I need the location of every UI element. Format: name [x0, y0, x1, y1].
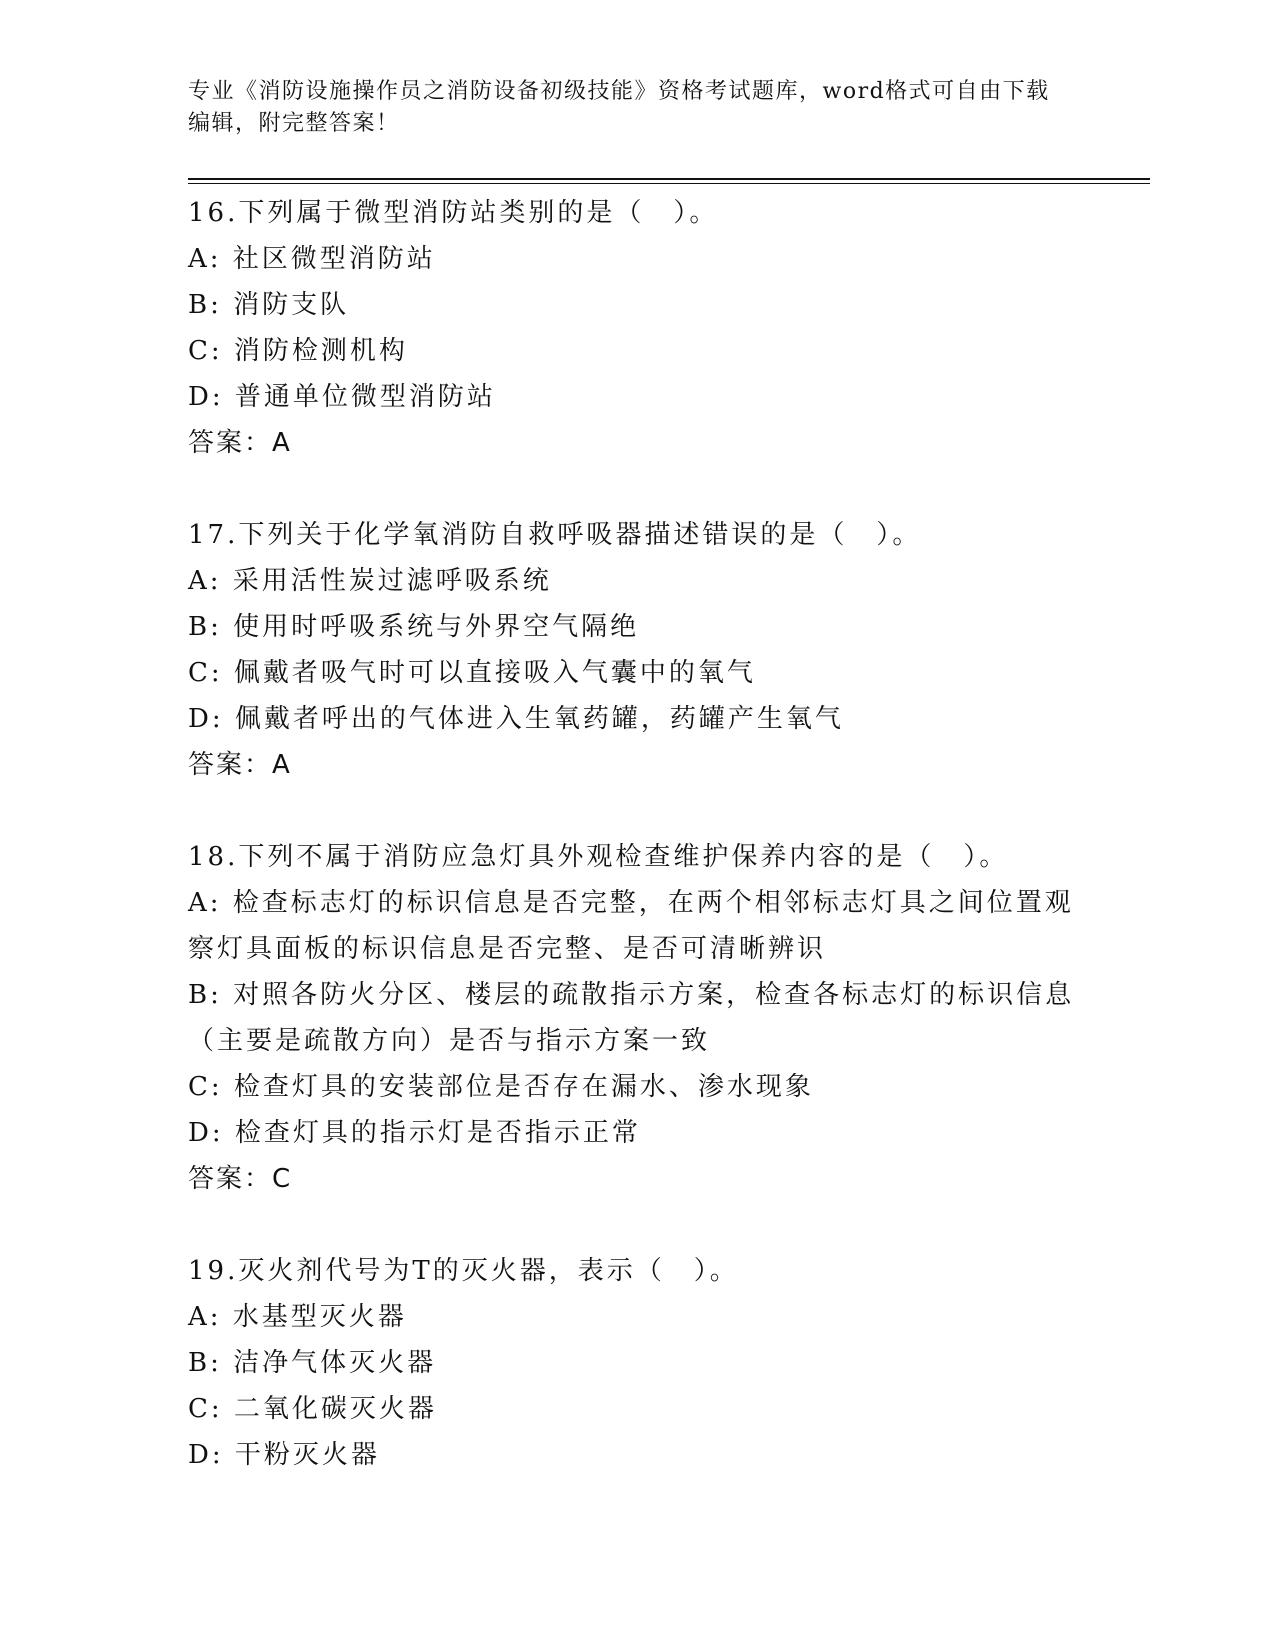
question-18	[188, 834, 1088, 1202]
option-d: D: 普通单位微型消防站	[188, 382, 496, 412]
question-stem: 19.灭火剂代号为T的灭火器，表示（ ）。	[188, 1256, 739, 1286]
option-c: C: 二氧化碳灭火器	[188, 1394, 437, 1424]
option-d: D: 佩戴者呼出的气体进入生氧药罐，药罐产生氧气	[188, 704, 844, 734]
question-list	[188, 190, 1088, 1524]
header-rule-thin	[188, 183, 1150, 184]
option-a: A: 水基型灭火器	[188, 1302, 407, 1332]
answer-line: 答案：C	[188, 1164, 293, 1194]
answer-line: 答案：A	[188, 428, 292, 458]
option-b: B: 消防支队	[188, 290, 350, 320]
header-rule-thick	[188, 178, 1150, 180]
option-b: B: 洁净气体灭火器	[188, 1348, 437, 1378]
option-a: A: 社区微型消防站	[188, 244, 436, 274]
document-header: 专业《消防设施操作员之消防设备初级技能》资格考试题库，word格式可自由下载编辑，附完整答案！	[188, 79, 1050, 136]
option-c: C: 消防检测机构	[188, 336, 408, 366]
question-17	[188, 512, 1088, 788]
question-stem: 17.下列关于化学氧消防自救呼吸器描述错误的是（ ）。	[188, 520, 922, 550]
option-d: D: 检查灯具的指示灯是否指示正常	[188, 1118, 641, 1148]
question-16	[188, 190, 1088, 466]
option-c: C: 检查灯具的安装部位是否存在漏水、渗水现象	[188, 1072, 814, 1102]
option-c: C: 佩戴者吸气时可以直接吸入气囊中的氧气	[188, 658, 756, 688]
option-b: B: 使用时呼吸系统与外界空气隔绝	[188, 612, 640, 642]
answer-line: 答案：A	[188, 750, 292, 780]
question-stem: 18.下列不属于消防应急灯具外观检查维护保养内容的是（ ）。	[188, 842, 1009, 872]
option-a: A: 检查标志灯的标识信息是否完整，在两个相邻标志灯具之间位置观察灯具面板的标识信息是否完整、是否可清晰辨识	[188, 888, 1074, 964]
question-19	[188, 1248, 1088, 1478]
option-a: A: 采用活性炭过滤呼吸系统	[188, 566, 552, 596]
question-stem: 16.下列属于微型消防站类别的是（ ）。	[188, 198, 719, 228]
option-b: B: 对照各防火分区、楼层的疏散指示方案，检查各标志灯的标识信息（主要是疏散方向）是否与指示方案一致	[188, 980, 1075, 1056]
option-d: D: 干粉灭火器	[188, 1440, 380, 1470]
